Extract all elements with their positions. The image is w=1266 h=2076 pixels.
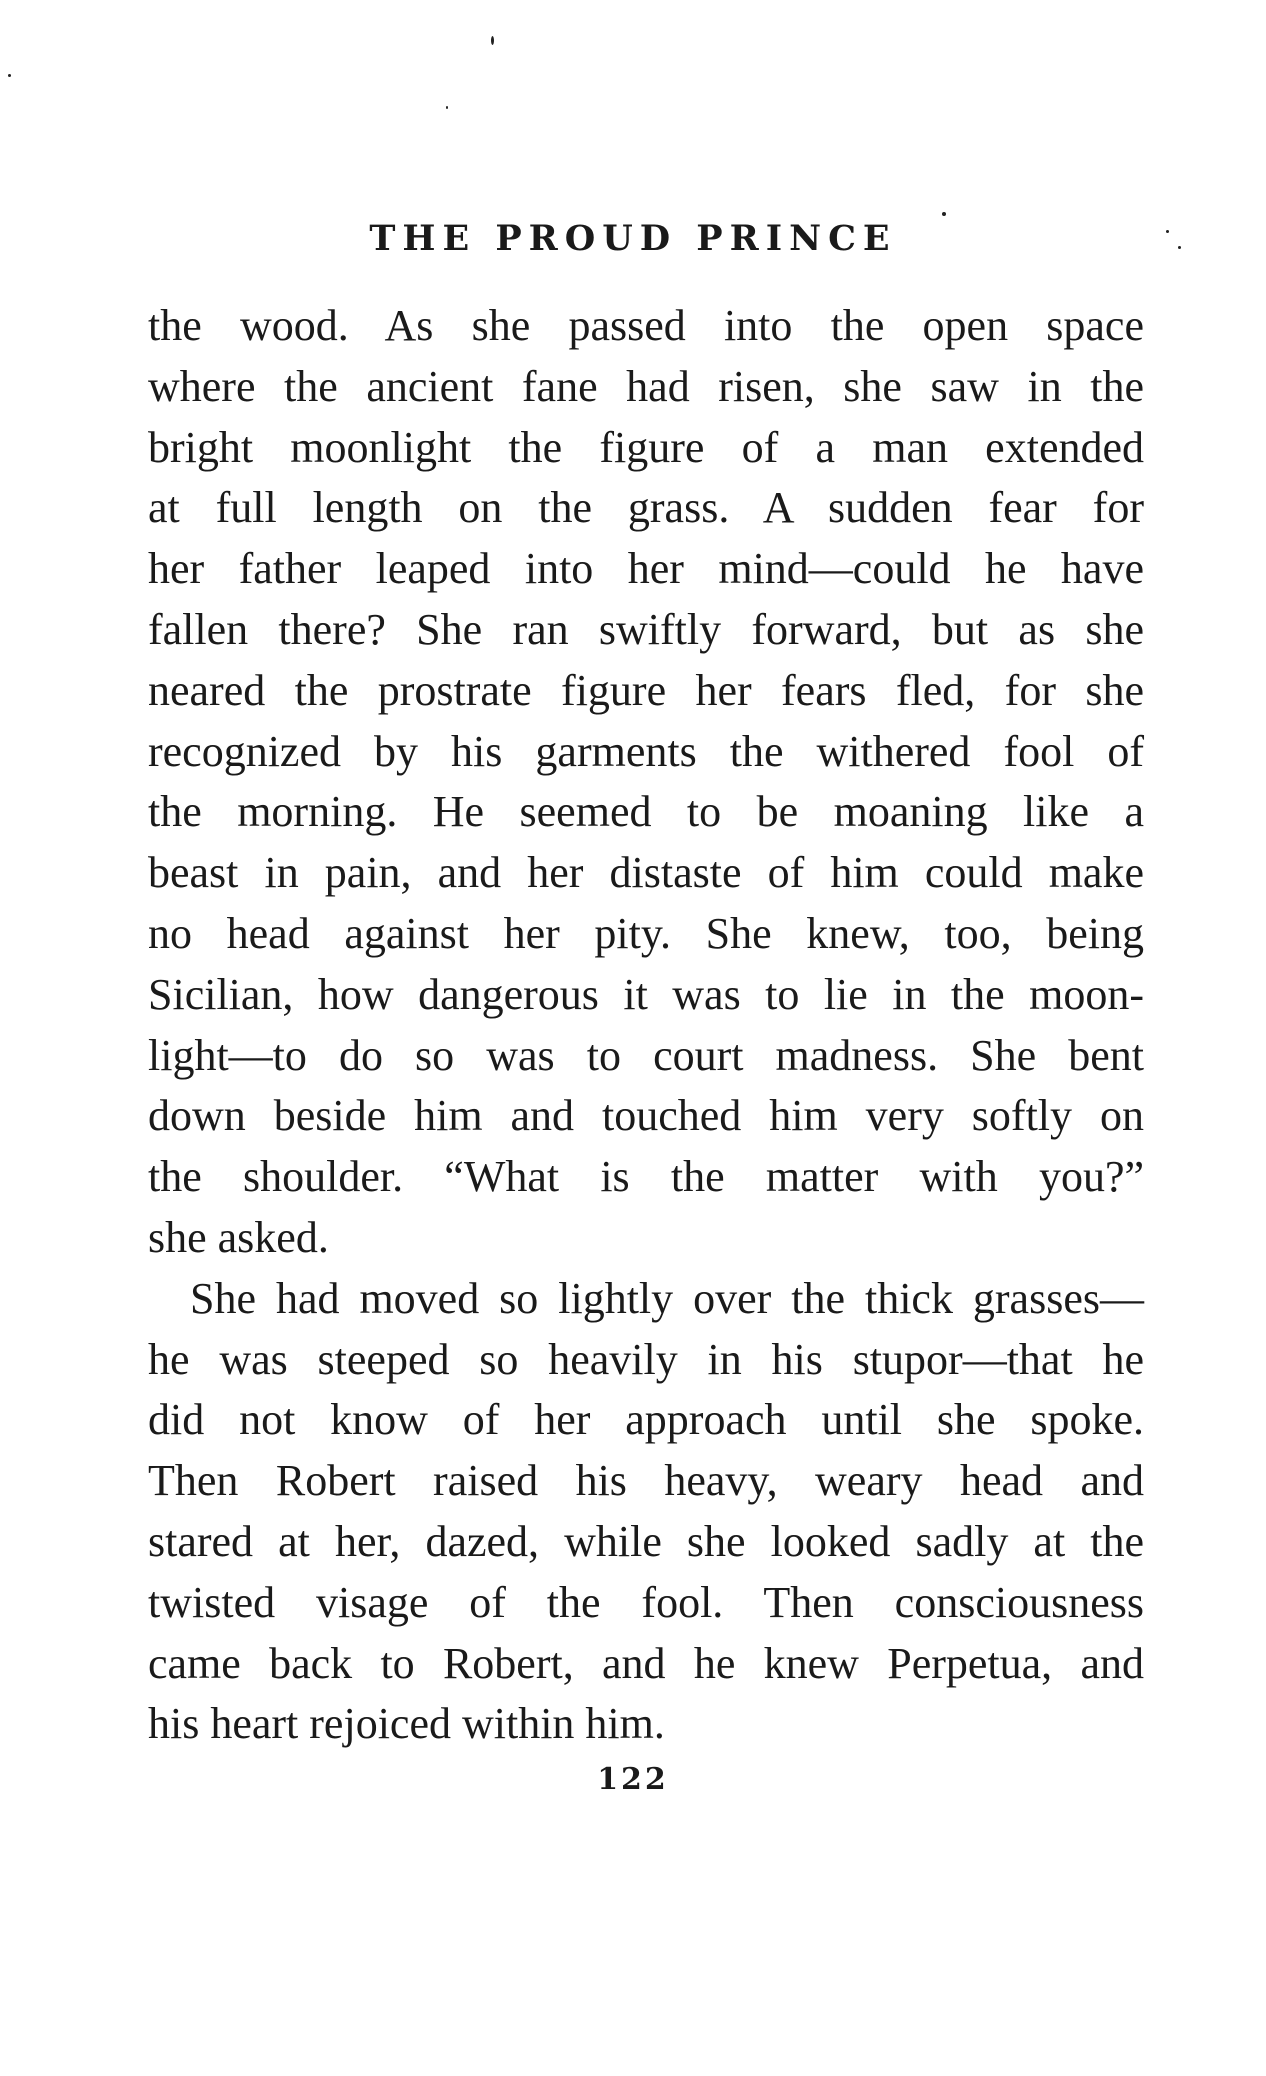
page-number: 122 xyxy=(597,1762,669,1797)
text-line: no head against her pity. She knew, too, being xyxy=(148,908,1144,958)
text-line: light—to do so was to court madness. She bent xyxy=(148,1030,1144,1080)
scan-speck xyxy=(942,212,946,216)
text-line: she asked. xyxy=(148,1212,329,1262)
text-line: the wood. As she passed into the open space xyxy=(148,301,1144,350)
text-line: beast in pain, and her distaste of him could make xyxy=(148,848,1144,898)
text-line: came back to Robert, and he knew Perpetua, and xyxy=(148,1638,1144,1688)
scan-speck xyxy=(8,74,11,77)
text-line: twisted visage of the fool. Then consciousness xyxy=(148,1577,1144,1627)
paragraph xyxy=(148,1269,1144,1755)
running-head: THE PROUD PRINCE xyxy=(369,218,897,259)
text-line: her father leaped into her mind—could he have xyxy=(148,544,1144,594)
scan-speck xyxy=(491,36,494,45)
paragraph xyxy=(148,296,1144,1269)
text-line: She had moved so lightly over the thick grasses— xyxy=(190,1273,1144,1323)
text-line: where the ancient fane had risen, she saw in the xyxy=(148,361,1144,411)
scan-speck xyxy=(446,106,448,109)
text-line: down beside him and touched him very softly on xyxy=(148,1091,1144,1141)
text-line: did not know of her approach until she spoke. xyxy=(148,1395,1144,1445)
text-line: fallen there? She ran swiftly forward, but as she xyxy=(148,604,1144,654)
text-line: the shoulder. “What is the matter with you?” xyxy=(148,1152,1144,1202)
text-line: stared at her, dazed, while she looked sadly at the xyxy=(148,1516,1144,1566)
text-line: Sicilian, how dangerous it was to lie in the moon- xyxy=(148,969,1144,1019)
text-line: at full length on the grass. A sudden fear for xyxy=(148,483,1144,533)
text-line: he was steeped so heavily in his stupor—that he xyxy=(148,1334,1144,1384)
text-line: neared the prostrate figure her fears fled, for she xyxy=(148,665,1144,715)
text-line: bright moonlight the figure of a man extended xyxy=(148,422,1144,472)
text-line: the morning. He seemed to be moaning like a xyxy=(148,787,1144,837)
text-line: Then Robert raised his heavy, weary head and xyxy=(148,1456,1144,1506)
body-text xyxy=(148,296,1144,1755)
text-line: recognized by his garments the withered fool of xyxy=(148,726,1144,776)
text-line: his heart rejoiced within him. xyxy=(148,1699,665,1749)
